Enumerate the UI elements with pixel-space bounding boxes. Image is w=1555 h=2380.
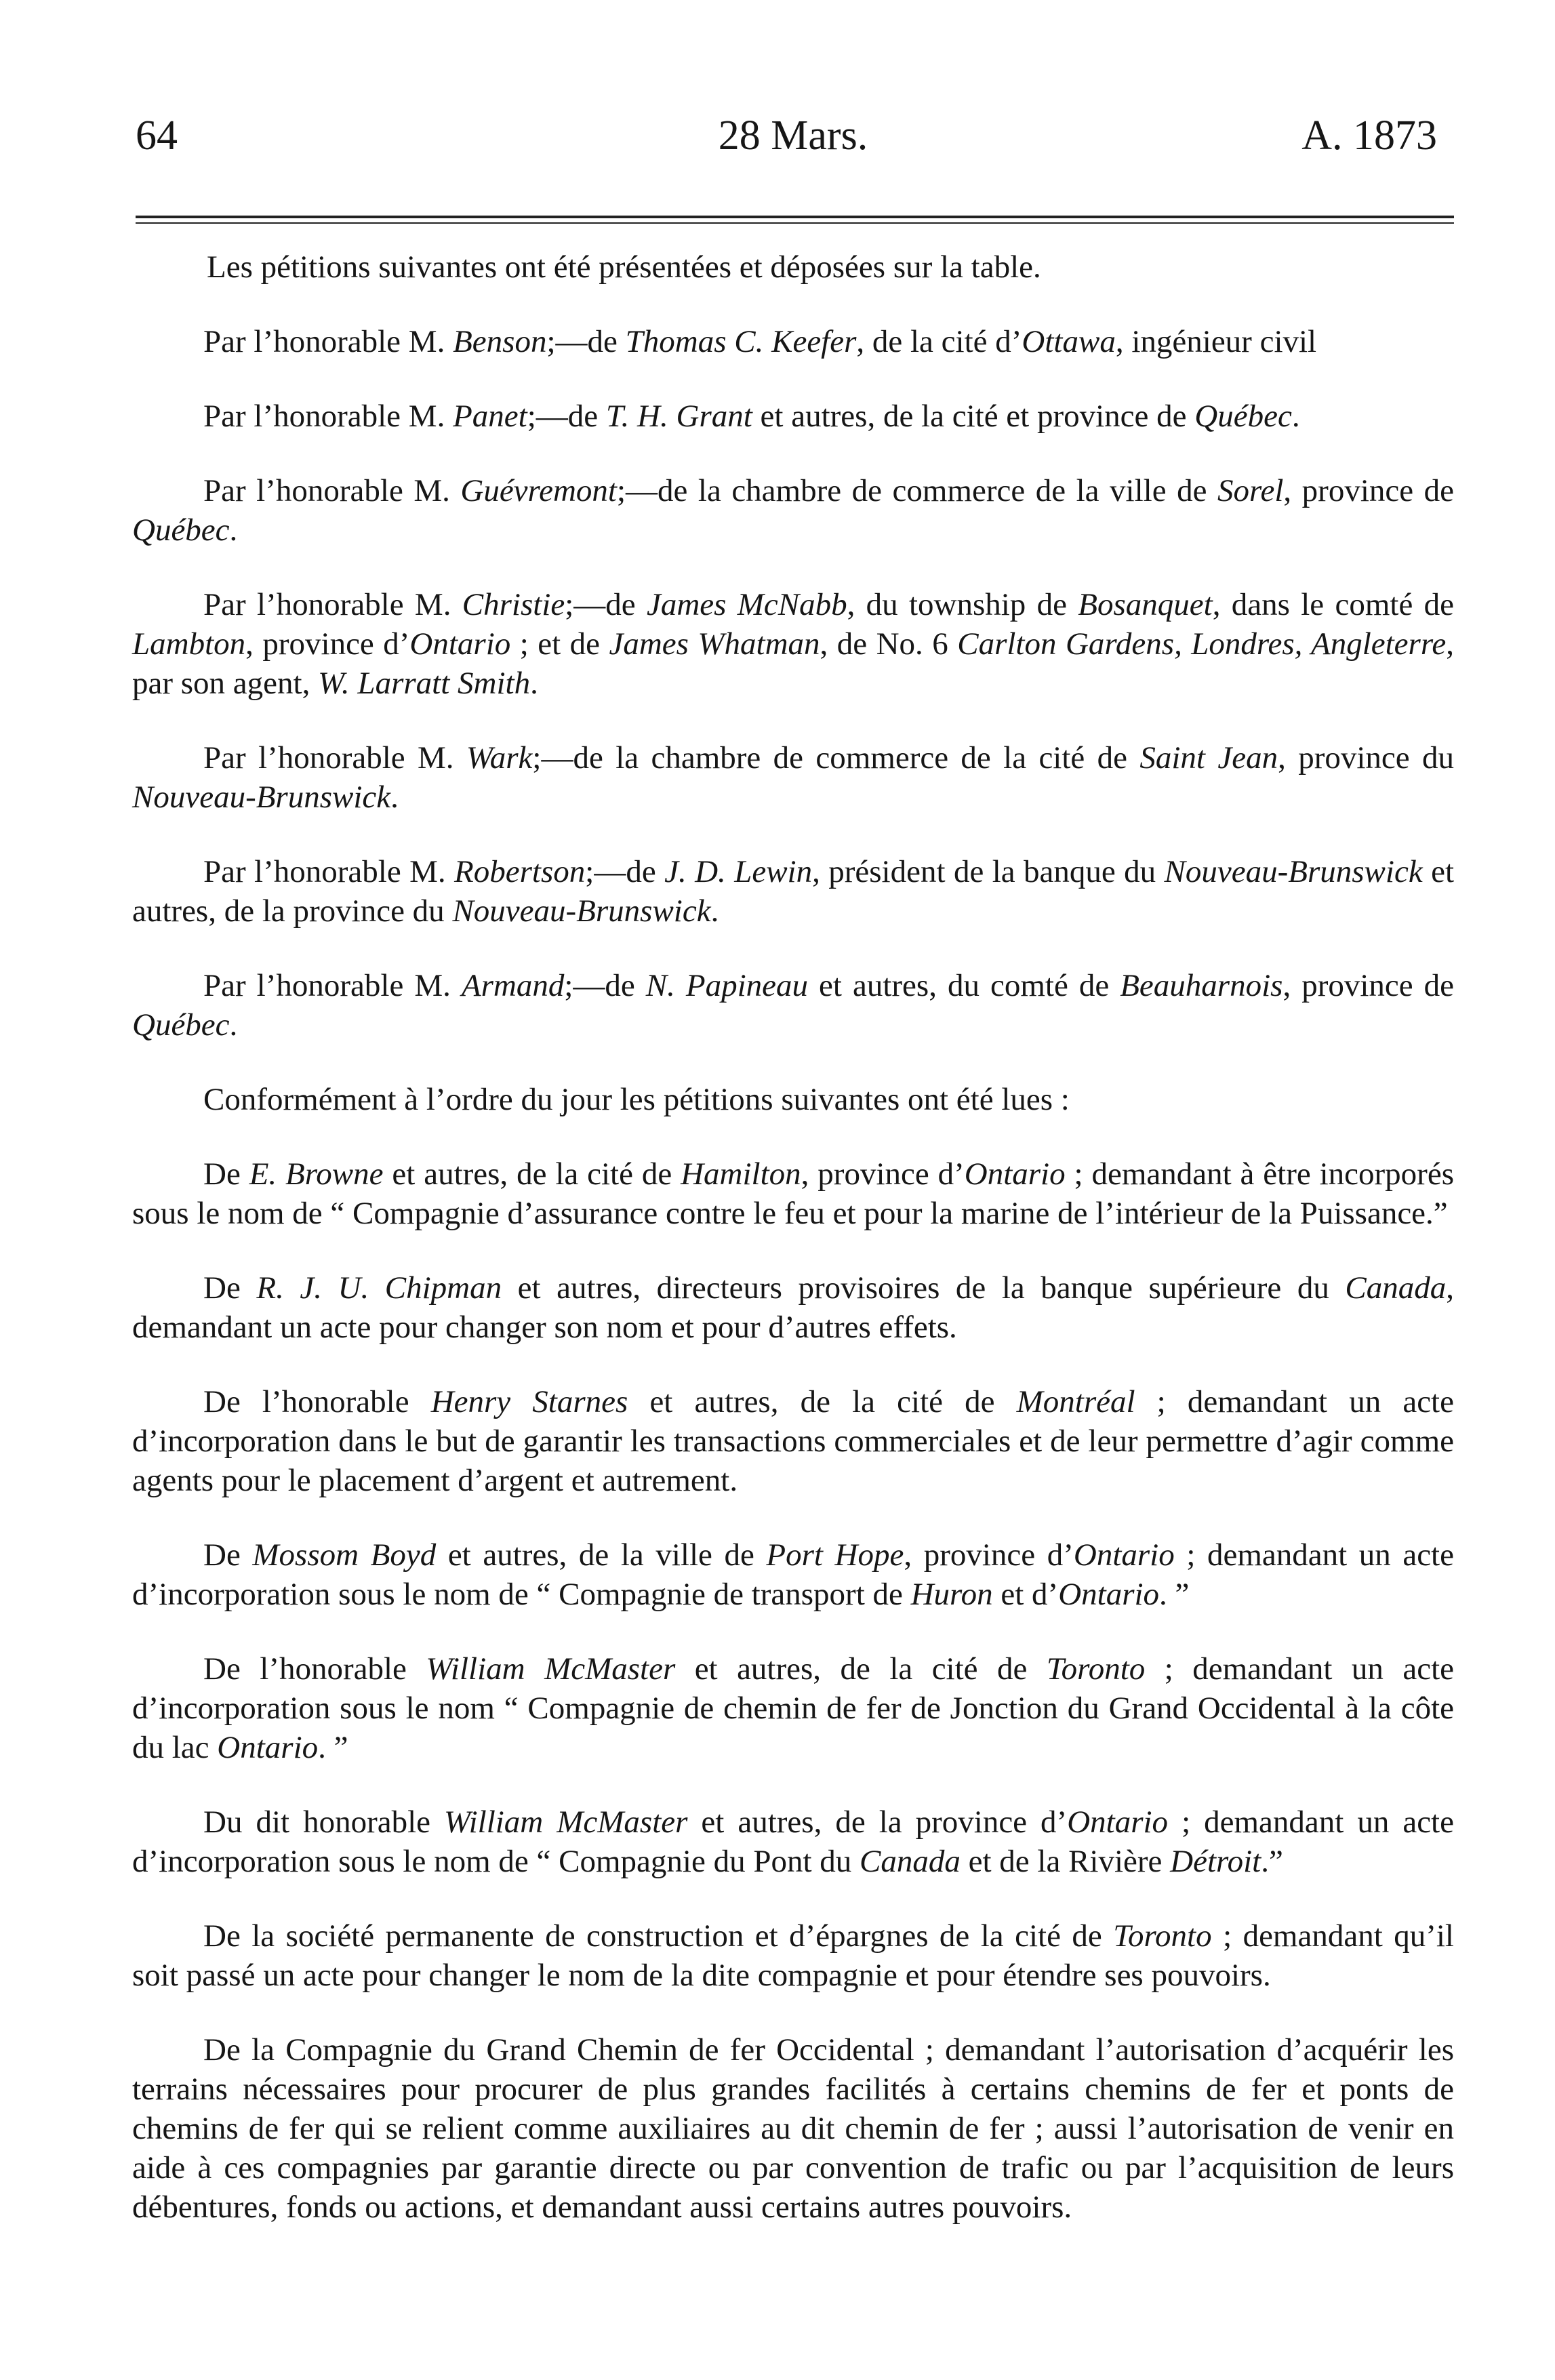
paragraph [132, 1535, 1454, 1614]
paragraph [132, 1154, 1454, 1233]
proper-name: Sorel [1217, 473, 1284, 508]
paragraph-text: et autres, du comté de [808, 968, 1120, 1003]
paragraph [132, 397, 1454, 436]
paragraph-text: ;—de [585, 854, 665, 889]
paragraph-text: , président de la banque du [812, 854, 1165, 889]
proper-name: James Whatman [609, 626, 820, 662]
paragraph [132, 852, 1454, 931]
paragraph-text: , province d’ [245, 626, 410, 662]
proper-name: Québec [132, 512, 230, 548]
paragraph-text: Les pétitions suivantes ont été présentées et déposées sur la table. [207, 249, 1041, 285]
paragraph-text: De l’honorable [203, 1384, 431, 1419]
paragraph-text: De [203, 1156, 249, 1192]
header-rule-thick [136, 216, 1454, 218]
proper-name: Huron [910, 1577, 993, 1612]
proper-name: Toronto [1113, 1918, 1212, 1954]
proper-name: Robertson [454, 854, 586, 889]
proper-name: Nouveau-Brunswick [452, 893, 711, 929]
paragraph-text: , province de [1283, 968, 1455, 1003]
paragraph-text: et autres, de la ville de [436, 1537, 767, 1573]
proper-name: Panet [453, 399, 527, 434]
proper-name: Wark [466, 740, 533, 775]
paragraph-text: Conformément à l’ordre du jour les pétitions suivantes ont été lues : [203, 1082, 1070, 1117]
proper-name: Bosanquet [1078, 587, 1213, 622]
paragraph [132, 1802, 1454, 1881]
document-body [132, 247, 1454, 2257]
proper-name: Ottawa [1022, 324, 1116, 359]
proper-name: Québec [132, 1007, 230, 1043]
header-year: A. 1873 [1301, 113, 1437, 159]
paragraph-text: . [390, 780, 399, 815]
proper-name: Canada [1345, 1270, 1447, 1306]
proper-name: T. H. Grant [605, 399, 752, 434]
paragraph-text: , province de [1283, 473, 1454, 508]
proper-name: Mossom Boyd [252, 1537, 437, 1573]
paragraph [132, 1916, 1454, 1995]
paragraph-text: . [710, 893, 719, 929]
proper-name: Canada [860, 1844, 961, 1879]
paragraph-text: ;—de [564, 968, 646, 1003]
proper-name: Beauharnois [1120, 968, 1283, 1003]
paragraph-text: , province du [1278, 740, 1454, 775]
header-date: 28 Mars. [718, 113, 868, 159]
paragraph-text: Par l’honorable M. [203, 740, 466, 775]
paragraph-text: . [229, 1007, 238, 1043]
proper-name: Nouveau-Brunswick [132, 780, 391, 815]
paragraph [132, 471, 1454, 550]
paragraph-text: . [229, 512, 238, 548]
paragraph [132, 738, 1454, 817]
paragraph-text: ; et de [510, 626, 609, 662]
paragraph-text: Par l’honorable M. [203, 324, 453, 359]
paragraph-text: ; demandant à être incorporés sous le nom de “ Compagnie d’assurance contre le feu et pour la marine de l’intérieur de la Puissance.” [132, 1156, 1454, 1231]
paragraph-text: et autres, de la province du [132, 854, 1455, 929]
proper-name: James McNabb [646, 587, 847, 622]
paragraph-text: , de No. 6 [820, 626, 958, 662]
paragraph-text: Du dit honorable [203, 1804, 445, 1840]
proper-name: W. Larratt Smith [318, 666, 531, 701]
proper-name: Ontario [964, 1156, 1066, 1192]
header-rule-thin [136, 222, 1454, 224]
paragraph-text: et d’ [992, 1577, 1059, 1612]
paragraph-text: et autres, de la cité de [628, 1384, 1017, 1419]
paragraph [132, 966, 1454, 1045]
paragraph [132, 2030, 1454, 2227]
proper-name: Nouveau-Brunswick [1164, 854, 1423, 889]
paragraph-text: et autres, de la cité de [675, 1651, 1047, 1687]
proper-name: Ontario [1073, 1537, 1175, 1573]
paragraph-text: et autres, de la cité et province de [752, 399, 1195, 434]
proper-name: Thomas C. Keefer [625, 324, 857, 359]
proper-name: Guévremont [460, 473, 617, 508]
paragraph-text: ; demandant un acte d’incorporation sous le nom “ Compagnie de chemin de fer de Jonction du Grand Occidental à la côte du lac [132, 1651, 1454, 1765]
paragraph-text: ; demandant un acte d’incorporation dans le but de garantir les transactions commerciales et de leur permettre d’agir comme agents pour le placement d’argent et autrement. [132, 1384, 1454, 1498]
paragraph-text: De l’honorable [203, 1651, 426, 1687]
proper-name: R. J. U. Chipman [256, 1270, 502, 1306]
proper-name: Ontario [409, 626, 511, 662]
paragraph-text: Par l’honorable M. [203, 968, 462, 1003]
paragraph-text: . ” [318, 1730, 348, 1765]
paragraph-text: , province d’ [904, 1537, 1074, 1573]
proper-name: Québec [1194, 399, 1292, 434]
paragraph-text: Par l’honorable M. [203, 587, 462, 622]
paragraph-text: . ” [1159, 1577, 1190, 1612]
paragraph-text: , du township de [847, 587, 1078, 622]
paragraph-text: ; demandant un acte d’incorporation sous le nom de “ Compagnie du Pont du [132, 1804, 1454, 1879]
proper-name: Toronto [1046, 1651, 1146, 1687]
paragraph-text: ;—de [546, 324, 626, 359]
proper-name: J. D. Lewin [664, 854, 813, 889]
proper-name: William McMaster [444, 1804, 688, 1840]
proper-name: Hamilton [681, 1156, 801, 1192]
paragraph-text: , dans le comté de [1212, 587, 1454, 622]
paragraph [132, 1382, 1454, 1500]
proper-name: Ontario [217, 1730, 319, 1765]
paragraph-text: De la Compagnie du Grand Chemin de fer Occidental ; demandant l’autorisation d’acquérir les terrains nécessaires pour procurer de plus grandes facilités à certains chemins de fer et ponts de chemins de fer qui se relient comme auxiliaires au dit chemin de fer ; aussi l’autorisation de venir en aide à ces compagnies par garantie directe ou par convention de trafic ou par l’acquisition de leurs débentures, fonds ou actions, et demandant aussi certains autres pouvoirs. [132, 2032, 1454, 2225]
paragraph-text: . [530, 666, 538, 701]
proper-name: N. Papineau [645, 968, 809, 1003]
paragraph-text: Par l’honorable M. [203, 473, 461, 508]
paragraph-text: et autres, directeurs provisoires de la banque supérieure du [502, 1270, 1346, 1306]
paragraph [132, 247, 1454, 287]
page-number: 64 [136, 113, 178, 159]
paragraph-text: ;—de la chambre de commerce de la cité de [532, 740, 1140, 775]
paragraph-text: De la société permanente de construction et d’épargnes de la cité de [203, 1918, 1114, 1954]
proper-name: Ontario [1058, 1577, 1160, 1612]
proper-name: Port Hope [766, 1537, 904, 1573]
paragraph-text: ;—de [527, 399, 606, 434]
paragraph-text: Par l’honorable M. [203, 399, 453, 434]
paragraph-text: De [203, 1537, 253, 1573]
paragraph-text: ; demandant un acte d’incorporation sous le nom de “ Compagnie de transport de [132, 1537, 1454, 1612]
paragraph [132, 322, 1454, 361]
paragraph-text: , ingénieur civil [1115, 324, 1317, 359]
paragraph-text: , demandant un acte pour changer son nom et pour d’autres effets. [132, 1270, 1454, 1345]
proper-name: William McMaster [426, 1651, 676, 1687]
paragraph-text: , de la cité d’ [856, 324, 1022, 359]
paragraph-text: et autres, de la cité de [383, 1156, 681, 1192]
paragraph [132, 585, 1454, 703]
proper-name: Saint Jean [1139, 740, 1278, 775]
paragraph-text: ; demandant qu’il soit passé un acte pour changer le nom de la dite compagnie et pour étendre ses pouvoirs. [132, 1918, 1454, 1993]
paragraph-text: , par son agent, [132, 626, 1454, 701]
paragraph [132, 1080, 1454, 1119]
proper-name: Christie [462, 587, 565, 622]
paragraph [132, 1268, 1454, 1347]
paragraph-text: ;—de [565, 587, 647, 622]
paragraph-text: Par l’honorable M. [203, 854, 455, 889]
proper-name: Benson [453, 324, 547, 359]
paragraph-text: .” [1261, 1844, 1283, 1879]
page-header [129, 112, 1457, 173]
proper-name: Montréal [1016, 1384, 1135, 1419]
proper-name: Henry Starnes [430, 1384, 628, 1419]
paragraph-text: ;—de la chambre de commerce de la ville de [616, 473, 1217, 508]
proper-name: Carlton Gardens, Londres, Angleterre [957, 626, 1447, 662]
paragraph-text: et autres, de la province d’ [687, 1804, 1068, 1840]
proper-name: Lambton [132, 626, 246, 662]
paragraph [132, 1649, 1454, 1767]
paragraph-text: . [1291, 399, 1300, 434]
proper-name: Ontario [1067, 1804, 1169, 1840]
paragraph-text: et de la Rivière [960, 1844, 1171, 1879]
proper-name: Détroit [1170, 1844, 1261, 1879]
paragraph-text: , province d’ [801, 1156, 965, 1192]
proper-name: E. Browne [249, 1156, 384, 1192]
paragraph-text: De [203, 1270, 257, 1306]
proper-name: Armand [461, 968, 565, 1003]
